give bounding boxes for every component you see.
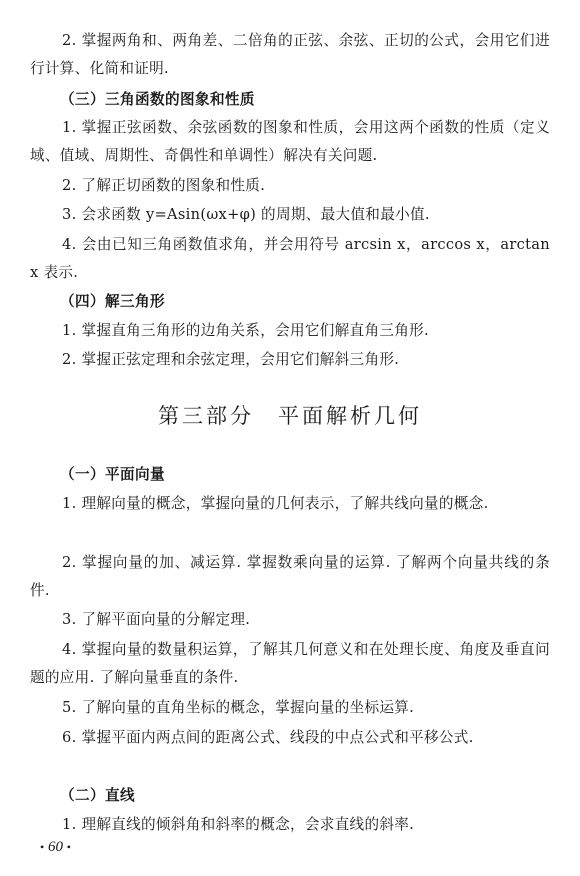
vectors-item3: 3. 了解平面向量的分解定理.	[62, 611, 251, 628]
vectors-heading: （一）平面向量	[60, 466, 165, 483]
page-number-value: 60	[47, 839, 63, 855]
section3-heading: （三）三角函数的图象和性质	[60, 91, 255, 108]
part-title: 第三部分 平面解析几何	[158, 404, 422, 428]
section4-heading: （四）解三角形	[60, 293, 165, 310]
vectors-item1: 1. 理解向量的概念，掌握向量的几何表示，了解共线向量的概念.	[62, 495, 489, 512]
section4-item1: 1. 掌握直角三角形的边角关系，会用它们解直角三角形.	[62, 322, 429, 339]
section3-item1: 1. 掌握正弦函数、余弦函数的图象和性质，会用这两个函数的性质（定义域、值域、周期性、奇偶性和单调性）解决有关问题.	[30, 119, 550, 164]
vectors-item2: 2. 掌握向量的加、减运算. 掌握数乘向量的运算. 了解两个向量共线的条件.	[30, 554, 550, 599]
section3-item4: 4. 会由已知三角函数值求角，并会用符号 arcsin x，arccos x，arctan x 表示.	[30, 236, 550, 281]
vectors-item6: 6. 掌握平面内两点间的距离公式、线段的中点公式和平移公式.	[62, 729, 474, 746]
vectors-item5: 5. 了解向量的直角坐标的概念，掌握向量的坐标运算.	[62, 699, 415, 716]
lines-item1: 1. 理解直线的倾斜角和斜率的概念，会求直线的斜率.	[62, 816, 415, 833]
vectors-item4: 4. 掌握向量的数量积运算，了解其几何意义和在处理长度、角度及垂直问题的应用. 了解向量垂直的条件.	[30, 641, 550, 686]
section3-item3: 3. 会求函数 y=Asin(ωx+φ) 的周期、最大值和最小值.	[62, 206, 430, 223]
section4-item2: 2. 掌握正弦定理和余弦定理，会用它们解斜三角形.	[62, 351, 400, 368]
page-number-dot-right: •	[66, 840, 71, 854]
lines-heading: （二）直线	[60, 787, 135, 804]
page-number	[40, 839, 71, 856]
section3-item2: 2. 了解正切函数的图象和性质.	[62, 177, 266, 194]
page-number-dot-left: •	[40, 840, 45, 854]
section2-item2: 2. 掌握两角和、两角差、二倍角的正弦、余弦、正切的公式，会用它们进行计算、化简和证明.	[30, 32, 550, 77]
